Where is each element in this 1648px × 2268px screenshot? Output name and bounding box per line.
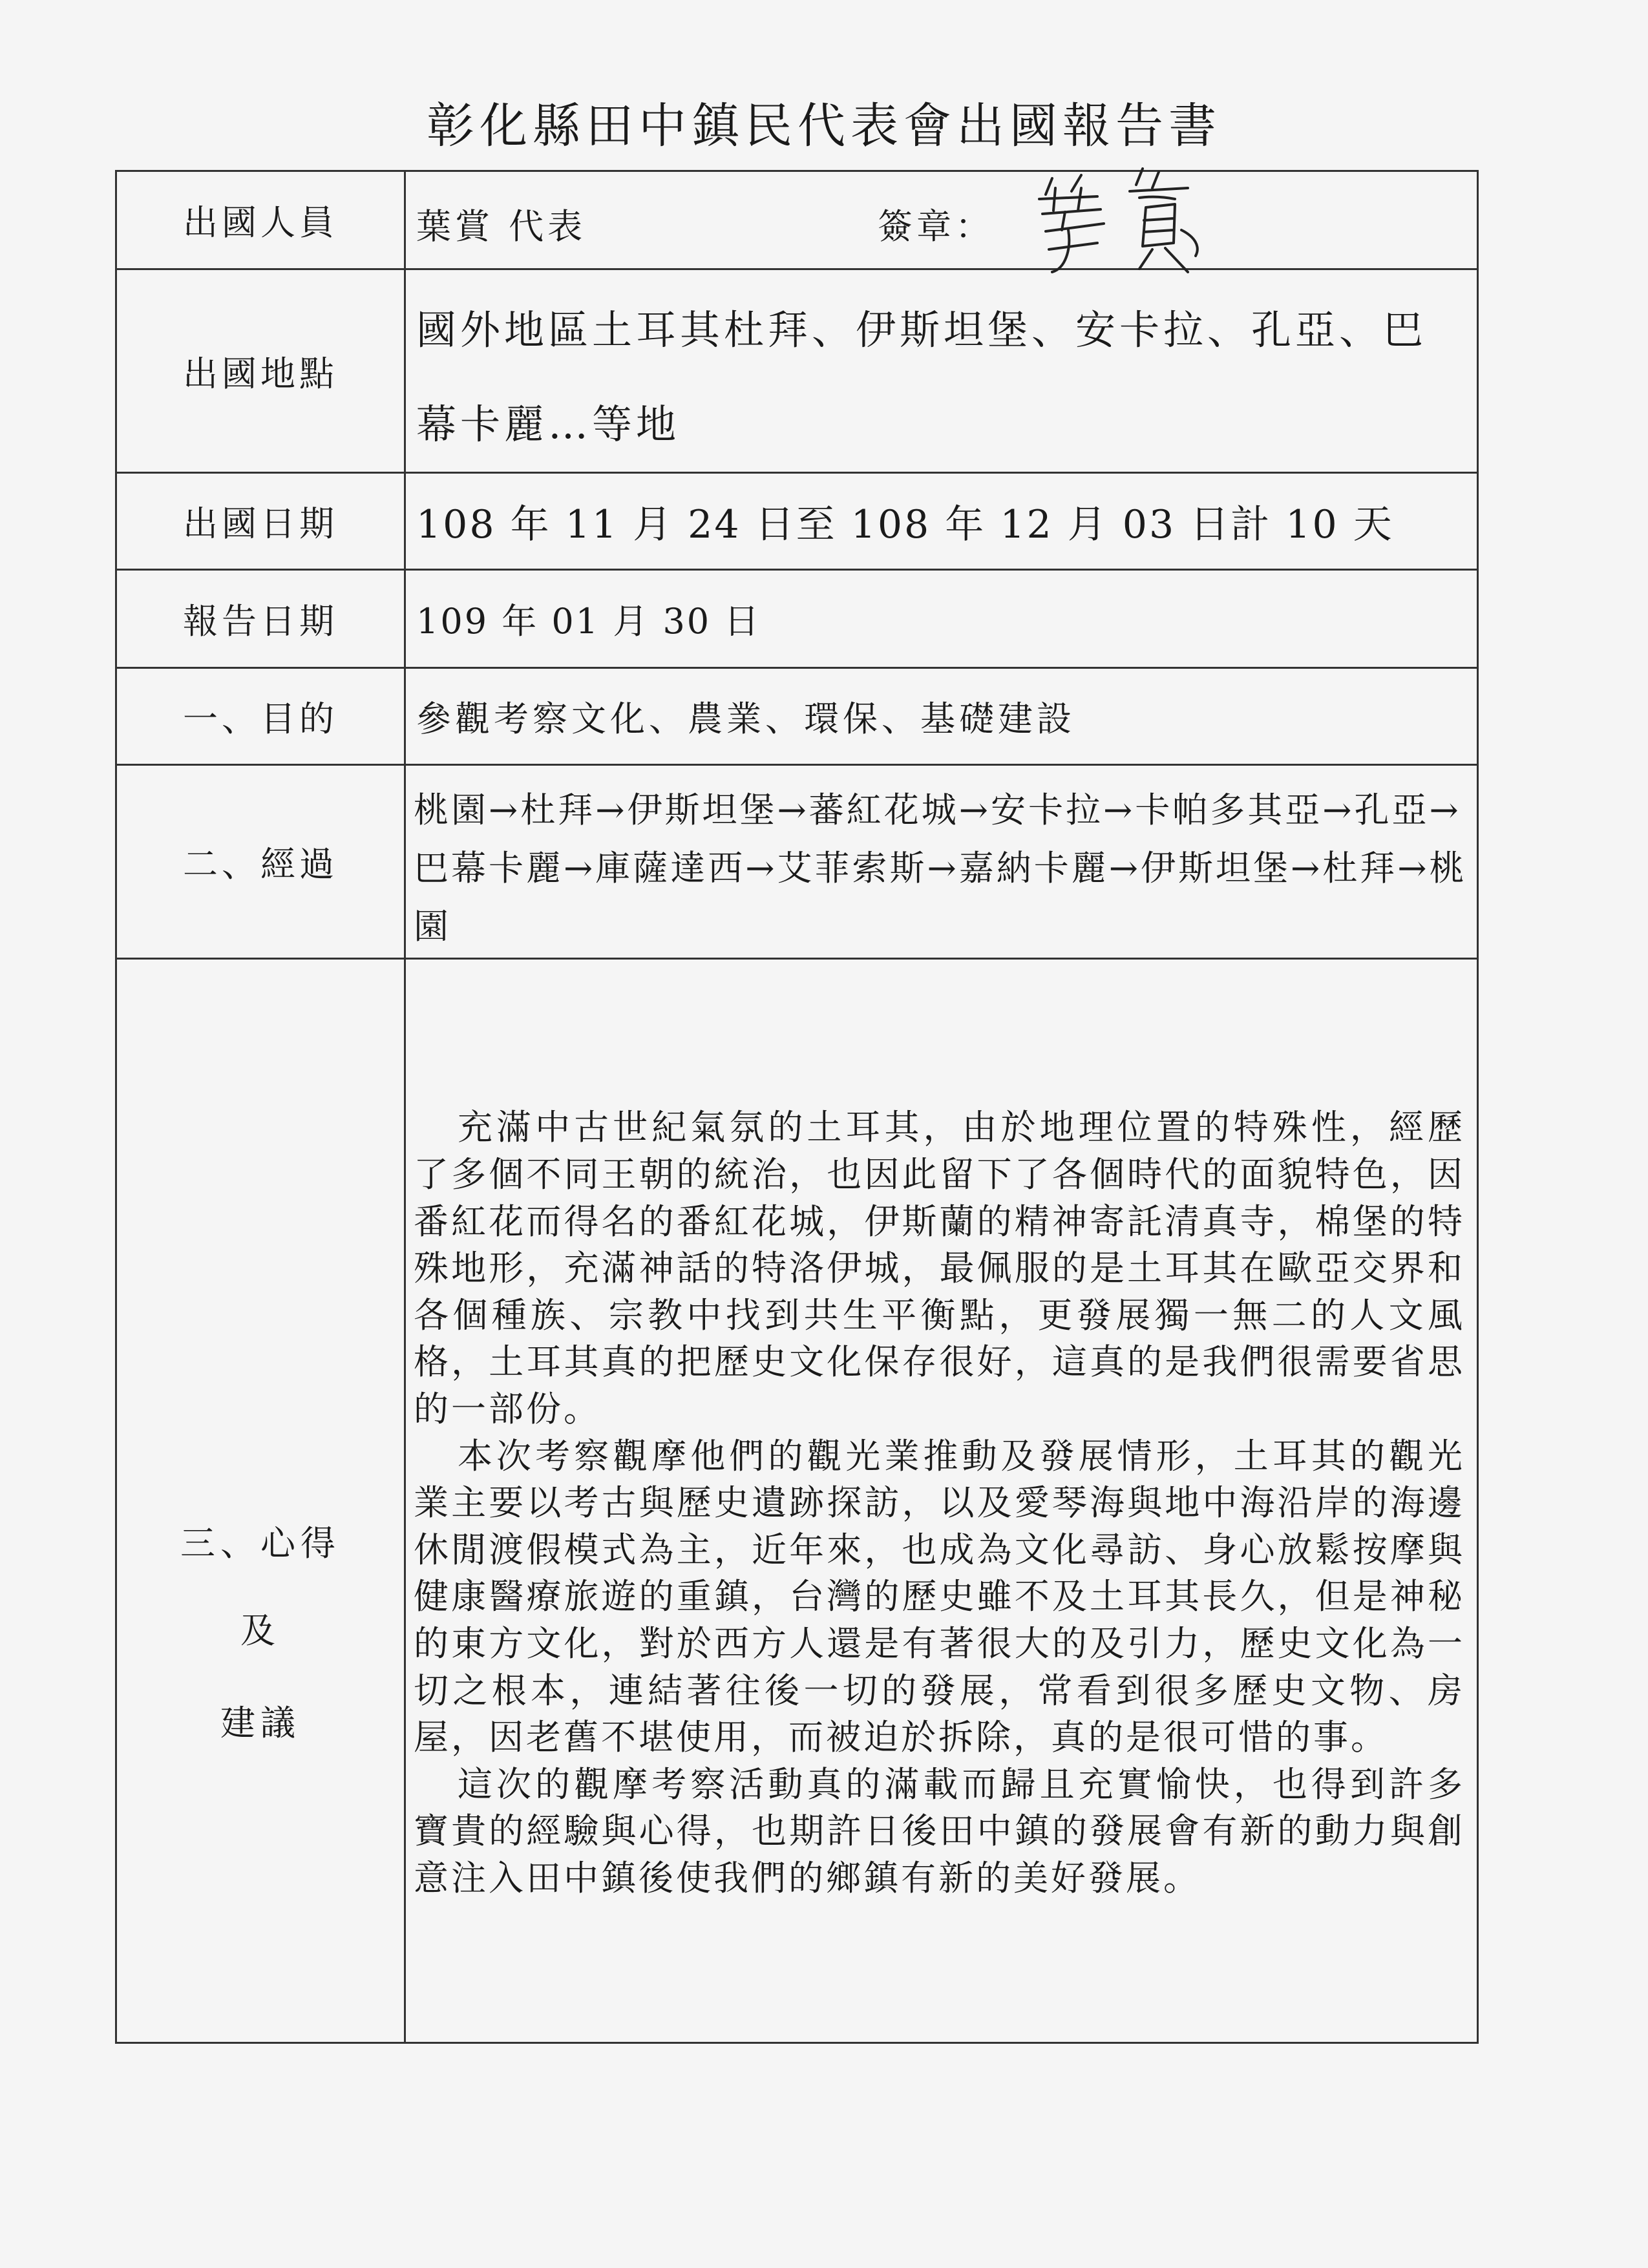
purpose-value: 參觀考察文化、農業、環保、基礎建設 <box>416 698 1075 739</box>
place-value: 國外地區土耳其杜拜、伊斯坦堡、安卡拉、孔亞、巴幕卡麗…等地 <box>416 306 1428 448</box>
purpose-cell <box>405 668 1478 765</box>
purpose-label: 一、目的 <box>116 668 405 765</box>
thoughts-cell <box>405 959 1478 2043</box>
row-report-date <box>116 570 1478 668</box>
thoughts-paragraph-3: 這次的觀摩考察活動真的滿載而歸且充實愉快，也得到許多寶貴的經驗與心得，也期許日後田中鎮的發展會有新的動力與創意注入田中鎮後使我們的鄉鎮有新的美好發展。 <box>414 1763 1465 1898</box>
report-form-table <box>115 170 1479 2044</box>
report-date-cell <box>405 570 1478 668</box>
thoughts-label-line2: 及 <box>240 1610 280 1651</box>
handwritten-signature <box>1026 159 1220 288</box>
place-label: 出國地點 <box>116 269 405 473</box>
row-process <box>116 765 1478 959</box>
report-date-label: 報告日期 <box>116 570 405 668</box>
report-date-value: 109 年 01 月 30 日 <box>416 601 761 642</box>
thoughts-paragraph-1: 充滿中古世紀氣氛的土耳其，由於地理位置的特殊性，經歷了多個不同王朝的統治，也因此留下了各個時代的面貌特色，因番紅花而得名的番紅花城，伊斯蘭的精神寄託清真寺，棉堡的特殊地形，充滿神話的特洛伊城，最佩服的是土耳其在歐亞交界和各個種族、宗教中找到共生平衡點，更發展獨一無二的人文風格，土耳其真的把歷史文化保存很好，這真的是我們很需要省思的一部份。 <box>414 1107 1465 1430</box>
row-thoughts <box>116 959 1478 2043</box>
thoughts-paragraph-2: 本次考察觀摩他們的觀光業推動及發展情形，土耳其的觀光業主要以考古與歷史遺跡探訪，以及愛琴海與地中海沿岸的海邊休閒渡假模式為主，近年來，也成為文化尋訪、身心放鬆按摩與健康醫療旅遊的重鎮，台灣的歷史雖不及土耳其長久，但是神秘的東方文化，對於西方人還是有著很大的及引力，歷史文化為一切之根本，連結著往後一切的發展，常看到很多歷史文物、房屋，因老舊不堪使用，而被迫於拆除，真的是很可惜的事。 <box>414 1435 1465 1758</box>
person-cell <box>405 171 1478 269</box>
process-cell <box>405 765 1478 959</box>
travel-date-label: 出國日期 <box>116 473 405 570</box>
place-cell <box>405 269 1478 473</box>
row-purpose <box>116 668 1478 765</box>
row-travel-date <box>116 473 1478 570</box>
process-label: 二、經過 <box>116 765 405 959</box>
row-place <box>116 269 1478 473</box>
person-name: 葉賞 代表 <box>416 205 587 247</box>
process-value: 桃園→杜拜→伊斯坦堡→蕃紅花城→安卡拉→卡帕多其亞→孔亞→巴幕卡麗→庫薩達西→艾菲索斯→嘉納卡麗→伊斯坦堡→杜拜→桃園 <box>414 789 1467 947</box>
travel-date-cell <box>405 473 1478 570</box>
person-label: 出國人員 <box>116 171 405 269</box>
thoughts-label-line3: 建議 <box>220 1703 301 1743</box>
travel-date-value: 108 年 11 月 24 日至 108 年 12 月 03 日計 10 天 <box>416 501 1394 547</box>
signature-label: 簽章： <box>878 205 994 247</box>
thoughts-label <box>116 959 405 2043</box>
document-title: 彰化縣田中鎮民代表會出國報告書 <box>427 98 1221 154</box>
row-person <box>116 171 1478 269</box>
thoughts-label-line1: 三、心得 <box>180 1523 341 1564</box>
